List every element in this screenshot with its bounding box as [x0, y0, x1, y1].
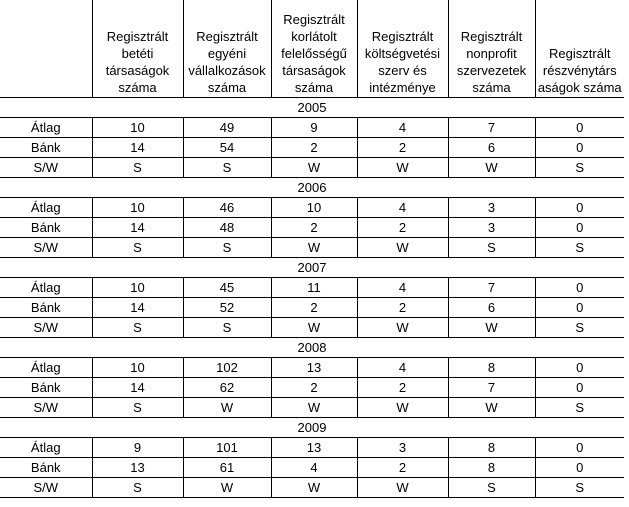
- table-cell: 3: [357, 438, 448, 458]
- column-header-line: egyéni: [207, 46, 247, 61]
- table-cell: 10: [271, 198, 357, 218]
- table-cell: S: [448, 478, 535, 498]
- row-label: Átlag: [0, 278, 92, 298]
- table-cell: 0: [535, 298, 624, 318]
- row-label: S/W: [0, 158, 92, 178]
- table-cell: 14: [92, 138, 183, 158]
- table-cell: S: [183, 318, 271, 338]
- table-cell: W: [271, 238, 357, 258]
- table-cell: 0: [535, 358, 624, 378]
- column-header-budgetary-institutions: [357, 0, 448, 98]
- table-cell: 2: [271, 138, 357, 158]
- table-cell: W: [183, 398, 271, 418]
- year-row: [0, 178, 624, 198]
- table-cell: 2: [357, 378, 448, 398]
- table-row: [0, 398, 624, 418]
- table-cell: W: [271, 478, 357, 498]
- table-cell: 2: [357, 458, 448, 478]
- year-label: 2009: [0, 418, 624, 438]
- column-header-line: Regisztrált: [283, 12, 345, 27]
- table-cell: 46: [183, 198, 271, 218]
- table-cell: S: [448, 238, 535, 258]
- column-header-line: száma: [294, 80, 334, 95]
- column-header-line: Regisztrált: [371, 29, 434, 44]
- table-cell: 0: [535, 118, 624, 138]
- row-label: S/W: [0, 398, 92, 418]
- year-label: 2007: [0, 258, 624, 278]
- table-cell: S: [92, 158, 183, 178]
- table-cell: 3: [448, 198, 535, 218]
- table-cell: 13: [92, 458, 183, 478]
- table-row: [0, 138, 624, 158]
- table-cell: 14: [92, 378, 183, 398]
- table-cell: 0: [535, 278, 624, 298]
- table-cell: W: [448, 318, 535, 338]
- table-cell: 4: [271, 458, 357, 478]
- table-cell: S: [535, 158, 624, 178]
- table-row: [0, 278, 624, 298]
- table-cell: 4: [357, 118, 448, 138]
- table-cell: W: [357, 318, 448, 338]
- table-cell: W: [183, 478, 271, 498]
- column-header-line: betéti: [121, 46, 154, 61]
- column-header-line: részvénytárs: [542, 63, 617, 78]
- table-cell: S: [183, 238, 271, 258]
- row-label: Bánk: [0, 138, 92, 158]
- column-header-nonprofit-organizations: [448, 0, 535, 98]
- table-cell: 62: [183, 378, 271, 398]
- column-header-line: szervezetek: [456, 63, 527, 78]
- row-label: Bánk: [0, 298, 92, 318]
- column-header-line: Regisztrált: [549, 46, 611, 61]
- table-cell: 2: [271, 298, 357, 318]
- table-cell: S: [92, 318, 183, 338]
- table-cell: 9: [92, 438, 183, 458]
- table-row: [0, 378, 624, 398]
- table-cell: 2: [357, 298, 448, 318]
- table-cell: 11: [271, 278, 357, 298]
- column-header-line: Regisztrált: [460, 29, 523, 44]
- column-header-line: intézménye: [369, 80, 436, 95]
- row-label: Bánk: [0, 218, 92, 238]
- table-row: [0, 218, 624, 238]
- row-label: Átlag: [0, 358, 92, 378]
- column-header-line: vállalkozások: [188, 63, 266, 78]
- table-row: [0, 478, 624, 498]
- table-row: [0, 118, 624, 138]
- table-cell: 2: [271, 218, 357, 238]
- row-label: Átlag: [0, 438, 92, 458]
- column-header-line: társaságok: [282, 63, 346, 78]
- column-header-line: száma: [118, 80, 157, 95]
- column-header-limited-partnerships: [92, 0, 183, 98]
- table-cell: 2: [357, 138, 448, 158]
- year-label: 2008: [0, 338, 624, 358]
- table-body: [0, 98, 624, 498]
- table-cell: 7: [448, 118, 535, 138]
- column-header-line: társaságok: [105, 63, 170, 78]
- table-cell: W: [271, 318, 357, 338]
- table-cell: 0: [535, 378, 624, 398]
- table-cell: W: [271, 398, 357, 418]
- table-cell: 7: [448, 378, 535, 398]
- row-label: Bánk: [0, 458, 92, 478]
- column-header-joint-stock-companies: [535, 0, 624, 98]
- table-row: [0, 458, 624, 478]
- table-cell: 2: [271, 378, 357, 398]
- table-cell: 0: [535, 458, 624, 478]
- year-label: 2006: [0, 178, 624, 198]
- table-row: [0, 158, 624, 178]
- table-cell: 10: [92, 278, 183, 298]
- table-cell: 13: [271, 438, 357, 458]
- table-cell: 0: [535, 198, 624, 218]
- table-row: [0, 318, 624, 338]
- column-header-line: szerv és: [378, 63, 427, 78]
- table-row: [0, 238, 624, 258]
- row-label: Átlag: [0, 198, 92, 218]
- table-cell: 4: [357, 278, 448, 298]
- year-label: 2005: [0, 98, 624, 118]
- table-cell: S: [535, 478, 624, 498]
- table-cell: S: [92, 478, 183, 498]
- table-cell: 45: [183, 278, 271, 298]
- table-cell: 0: [535, 438, 624, 458]
- table-cell: S: [183, 158, 271, 178]
- year-row: [0, 258, 624, 278]
- table-cell: 10: [92, 118, 183, 138]
- column-header-limited-liability-companies: [271, 0, 357, 98]
- table-cell: W: [448, 158, 535, 178]
- table-cell: 8: [448, 358, 535, 378]
- row-label: Átlag: [0, 118, 92, 138]
- table-cell: 13: [271, 358, 357, 378]
- table-cell: 3: [448, 218, 535, 238]
- row-label: Bánk: [0, 378, 92, 398]
- table-row: [0, 298, 624, 318]
- table-cell: 14: [92, 298, 183, 318]
- table-cell: 10: [92, 358, 183, 378]
- table-cell: 8: [448, 458, 535, 478]
- table-cell: 0: [535, 218, 624, 238]
- table-cell: 4: [357, 358, 448, 378]
- table-cell: 14: [92, 218, 183, 238]
- table-row: [0, 358, 624, 378]
- table-cell: 10: [92, 198, 183, 218]
- table-row: [0, 438, 624, 458]
- table-cell: 9: [271, 118, 357, 138]
- table-cell: S: [535, 318, 624, 338]
- column-header-line: felelősségű: [281, 46, 347, 61]
- table-cell: 8: [448, 438, 535, 458]
- row-label: S/W: [0, 478, 92, 498]
- corner-cell: [0, 0, 92, 98]
- column-header-line: Regisztrált: [196, 29, 258, 44]
- table-cell: S: [92, 398, 183, 418]
- table-cell: 52: [183, 298, 271, 318]
- year-row: [0, 338, 624, 358]
- table-cell: S: [535, 398, 624, 418]
- table-cell: 6: [448, 298, 535, 318]
- table-row: [0, 198, 624, 218]
- column-header-line: Regisztrált: [106, 29, 169, 44]
- column-header-line: száma: [207, 80, 247, 95]
- column-header-line: költségvetési: [364, 46, 441, 61]
- row-label: S/W: [0, 318, 92, 338]
- table-cell: W: [357, 158, 448, 178]
- column-header-sole-proprietorships: [183, 0, 271, 98]
- table-cell: 0: [535, 138, 624, 158]
- table-cell: W: [357, 398, 448, 418]
- year-row: [0, 98, 624, 118]
- column-header-line: aságok száma: [537, 80, 622, 95]
- column-header-line: nonprofit: [466, 46, 517, 61]
- row-label: S/W: [0, 238, 92, 258]
- table-cell: W: [271, 158, 357, 178]
- table-cell: 48: [183, 218, 271, 238]
- table-cell: S: [92, 238, 183, 258]
- column-header-line: száma: [472, 80, 511, 95]
- table-cell: 6: [448, 138, 535, 158]
- table-cell: 101: [183, 438, 271, 458]
- table-cell: 54: [183, 138, 271, 158]
- column-header-line: korlátolt: [291, 29, 337, 44]
- table-cell: 102: [183, 358, 271, 378]
- table-cell: W: [357, 238, 448, 258]
- table-cell: 2: [357, 218, 448, 238]
- table-cell: 61: [183, 458, 271, 478]
- table-cell: W: [448, 398, 535, 418]
- table-cell: 7: [448, 278, 535, 298]
- table-cell: 4: [357, 198, 448, 218]
- table-cell: 49: [183, 118, 271, 138]
- header-row: [0, 0, 624, 98]
- year-row: [0, 418, 624, 438]
- table-cell: S: [535, 238, 624, 258]
- table-cell: W: [357, 478, 448, 498]
